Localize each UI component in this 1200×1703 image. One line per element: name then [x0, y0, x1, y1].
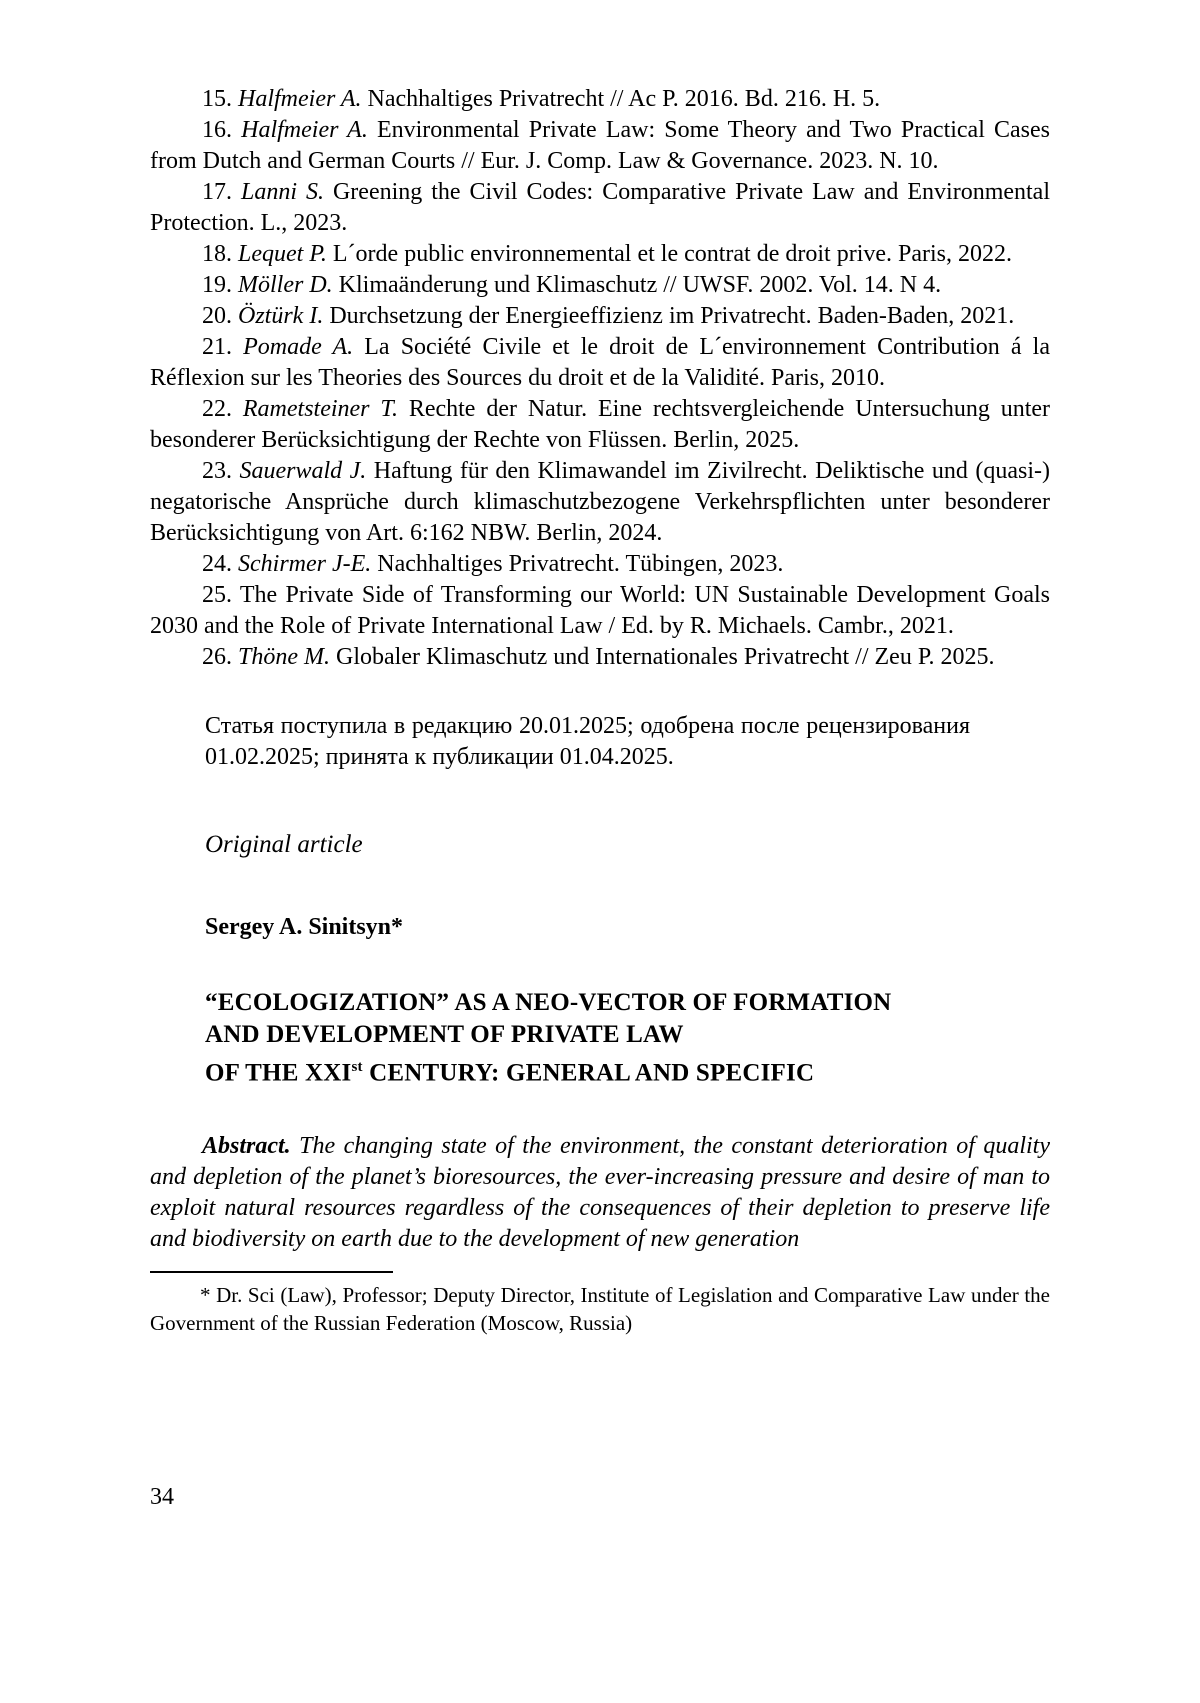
reference-author: Rametsteiner T.	[242, 396, 398, 422]
reference-text: Environmental Private Law: Some Theory and Two Practical Cases from Dutch and German Courts // Eur. J. Comp. Law & Governance. 2023. N. 10.	[150, 117, 1051, 174]
reference-item	[150, 580, 1050, 642]
reference-text: Globaler Klimaschutz und Internationales Privatrecht // Zeu P. 2025.	[336, 644, 995, 670]
article-type-label: Original article	[205, 831, 363, 858]
reference-number: 24.	[202, 551, 232, 577]
title-superscript: st	[351, 1059, 363, 1075]
abstract-label: Abstract.	[202, 1133, 291, 1160]
reference-item	[150, 642, 1050, 673]
reference-author: Sauerwald J.	[239, 458, 367, 484]
title-line-3	[205, 1051, 1050, 1089]
reference-author: Schirmer J-E.	[238, 551, 372, 577]
title-line-1: “ECOLOGIZATION” AS A NEO-VECTOR OF FORMATION	[205, 989, 892, 1016]
reference-author: Öztürk I.	[238, 303, 324, 329]
title-line-3-text: OF THE XXI	[205, 1059, 352, 1087]
reference-number: 17.	[202, 179, 232, 205]
reference-item	[150, 549, 1050, 580]
abstract-text: The changing state of the environment, the constant deterioration of quality and depletion of the planet’s bioresources, the ever-increasing pressure and desire of man to exploit natural resources regardless of the consequences of their depletion to preserve life and biodiversity on earth due to the development of new generation	[150, 1133, 1050, 1253]
reference-author: Lanni S.	[240, 179, 324, 205]
reference-item	[150, 239, 1050, 270]
reference-text: Durchsetzung der Energieeffizienz im Privatrecht. Baden-Baden, 2021.	[329, 303, 1015, 329]
reference-text: Rechte der Natur. Eine rechtsvergleichende Untersuchung unter besonderer Berücksichtigung der Rechte von Flüssen. Berlin, 2025.	[150, 396, 1051, 453]
submission-note: Статья поступила в редакцию 20.01.2025; одобрена после рецензирования 01.02.2025; принята к публикации 01.04.2025.	[205, 713, 970, 770]
reference-author: Halfmeier A.	[238, 86, 362, 112]
references-list	[150, 84, 1050, 673]
reference-number: 22.	[202, 396, 232, 422]
reference-text: Haftung für den Klimawandel im Zivilrecht. Deliktische und (quasi-) negatorische Ansprüche durch klimaschutzbezogene Verkehrspflichten unter besonderer Berücksichtigung von Art. 6:162 NBW. Berlin, 2024.	[150, 458, 1051, 546]
reference-number: 15.	[202, 86, 232, 112]
reference-item	[150, 177, 1050, 239]
article-author: Sergey A. Sinitsyn*	[205, 914, 404, 940]
reference-item	[150, 115, 1050, 177]
reference-author: Pomade A.	[243, 334, 354, 360]
title-line-2: AND DEVELOPMENT OF PRIVATE LAW	[205, 1021, 684, 1048]
reference-item	[150, 301, 1050, 332]
reference-text: L´orde public environnemental et le contrat de droit prive. Paris, 2022.	[332, 241, 1013, 267]
reference-author: Lequet P.	[238, 241, 327, 267]
reference-number: 21.	[202, 334, 232, 360]
reference-item	[150, 84, 1050, 115]
reference-author: Möller D.	[238, 272, 333, 298]
reference-item	[150, 332, 1050, 394]
page-number: 34	[150, 1484, 174, 1510]
reference-number: 16.	[202, 117, 232, 143]
reference-number: 23.	[202, 458, 232, 484]
footnote-text: * Dr. Sci (Law), Professor; Deputy Director, Institute of Legislation and Comparative Law under the Government of the Russian Federation (Moscow, Russia)	[150, 1283, 1050, 1336]
article-title	[205, 987, 1050, 1089]
reference-number: 20.	[202, 303, 232, 329]
reference-author: Thöne M.	[238, 644, 330, 670]
reference-text: Nachhaltiges Privatrecht. Tübingen, 2023.	[377, 551, 784, 577]
reference-number: 26.	[202, 644, 232, 670]
reference-item	[150, 456, 1050, 549]
footnote-separator	[150, 1271, 393, 1273]
reference-text: La Société Civile et le droit de L´environnement Contribution á la Réflexion sur les Theories des Sources du droit et de la Validité. Paris, 2010.	[150, 334, 1050, 391]
reference-item	[150, 394, 1050, 456]
title-line-3-tail: CENTURY: GENERAL AND SPECIFIC	[362, 1059, 815, 1087]
reference-author: Halfmeier A.	[241, 117, 368, 143]
reference-text: The Private Side of Transforming our World: UN Sustainable Development Goals 2030 and the Role of Private International Law / Ed. by R. Michaels. Cambr., 2021.	[150, 582, 1050, 639]
reference-text: Greening the Civil Codes: Comparative Private Law and Environmental Protection. L., 2023.	[150, 179, 1050, 236]
reference-number: 19.	[202, 272, 232, 298]
abstract-paragraph	[150, 1131, 1050, 1255]
reference-text: Klimaänderung und Klimaschutz // UWSF. 2002. Vol. 14. N 4.	[338, 272, 942, 298]
reference-text: Nachhaltiges Privatrecht // Ac P. 2016. Bd. 216. H. 5.	[367, 86, 881, 112]
reference-number: 25.	[202, 582, 232, 608]
reference-number: 18.	[202, 241, 232, 267]
reference-item	[150, 270, 1050, 301]
